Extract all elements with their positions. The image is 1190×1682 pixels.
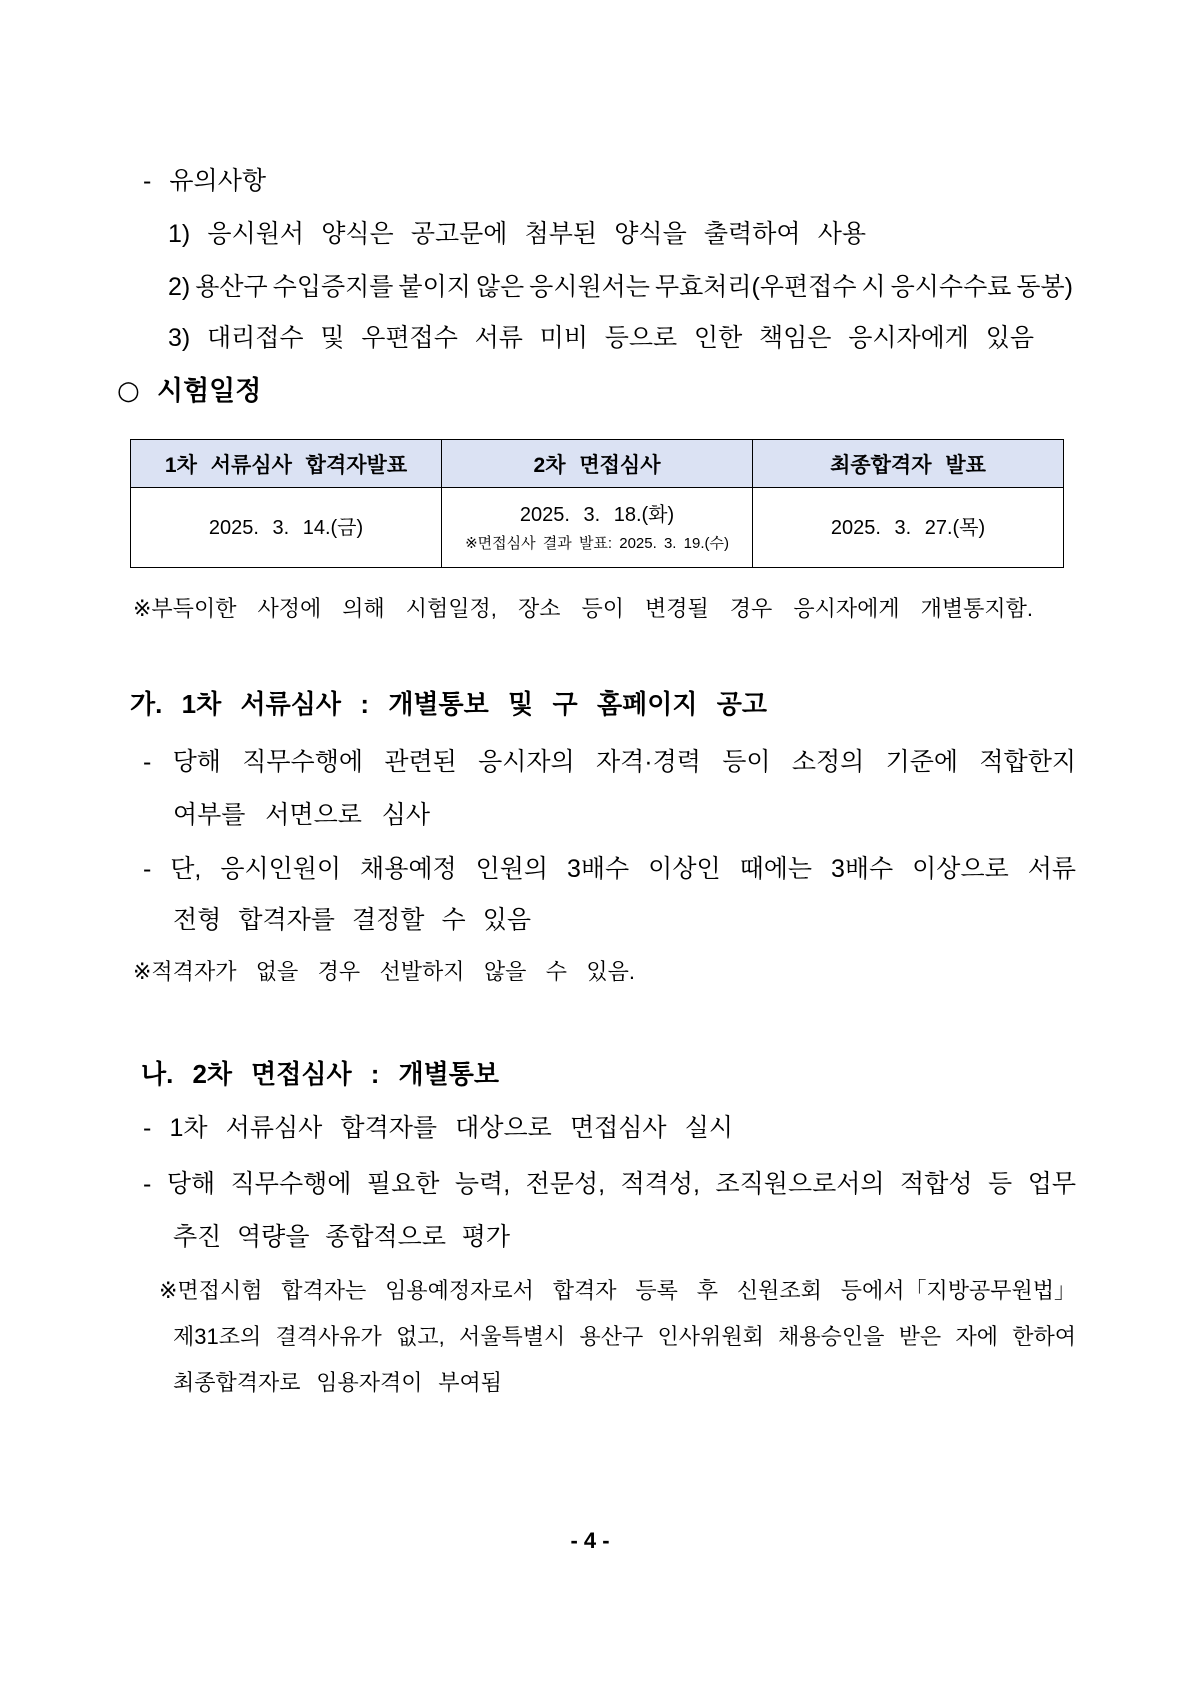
header-first-result: 1차 서류심사 합격자발표 <box>131 440 442 488</box>
interview-date: 2025. 3. 18.(화) <box>519 504 675 526</box>
section-a-title: 가. 1차 서류심사 : 개별통보 및 구 홈페이지 공고 <box>130 689 767 719</box>
cell-interview <box>442 488 753 568</box>
section-a-note: ※적격자가 없을 경우 선발하지 않을 수 있음. <box>133 959 635 984</box>
final-result-date: 2025. 3. 27.(목) <box>830 516 986 539</box>
section-b-note-line: ※면접시험 합격자는 임용예정자로서 합격자 등록 후 신원조회 등에서「지방공무원법」 <box>159 1278 1076 1303</box>
cautions-heading: - 유의사항 <box>143 167 266 195</box>
schedule-title: 시험일정 <box>157 376 262 406</box>
section-a-line: - 단, 응시인원이 채용예정 인원의 3배수 이상인 때에는 3배수 이상으로 서류 <box>143 855 1076 883</box>
page-number: - 4 - <box>570 1528 610 1553</box>
section-b-note-line: 최종합격자로 임용자격이 부여됨 <box>173 1370 502 1395</box>
first-result-date: 2025. 3. 14.(금) <box>208 516 364 539</box>
section-b-line: 추진 역량을 종합적으로 평가 <box>173 1223 510 1251</box>
section-circle-marker: ○ <box>117 376 140 406</box>
schedule-table-header-row <box>131 440 1064 488</box>
section-a-line: - 당해 직무수행에 관련된 응시자의 자격·경력 등이 소정의 기준에 적합한지 <box>143 748 1076 776</box>
schedule-table-row <box>131 488 1064 568</box>
caution-item: 1) 응시원서 양식은 공고문에 첨부된 양식을 출력하여 사용 <box>168 220 866 248</box>
section-b-line: - 당해 직무수행에 필요한 능력, 전문성, 적격성, 조직원으로서의 적합성 등 업무 <box>143 1170 1076 1198</box>
section-b-title: 나. 2차 면접심사 : 개별통보 <box>141 1059 499 1089</box>
schedule-change-note: ※부득이한 사정에 의해 시험일정, 장소 등이 변경될 경우 응시자에게 개별통지함. <box>133 596 1033 621</box>
schedule-table <box>130 439 1064 568</box>
section-a-line: 여부를 서면으로 심사 <box>173 801 430 829</box>
caution-item: 3) 대리접수 및 우편접수 서류 미비 등으로 인한 책임은 응시자에게 있음 <box>168 324 1034 352</box>
section-b-note-line: 제31조의 결격사유가 없고, 서울특별시 용산구 인사위원회 채용승인을 받은 자에 한하여 <box>173 1324 1076 1349</box>
cell-final-result <box>753 488 1064 568</box>
interview-result-note: ※면접심사 결과 발표: 2025. 3. 19.(수) <box>465 535 729 552</box>
section-b-line: - 1차 서류심사 합격자를 대상으로 면접심사 실시 <box>143 1114 733 1142</box>
header-final-result: 최종합격자 발표 <box>753 440 1064 488</box>
header-interview: 2차 면접심사 <box>442 440 753 488</box>
section-a-line: 전형 합격자를 결정할 수 있음 <box>173 906 531 934</box>
caution-item: 2) 용산구 수입증지를 붙이지 않은 응시원서는 무효처리(우편접수 시 응시수수료 동봉) <box>168 273 1073 301</box>
cell-first-result <box>131 488 442 568</box>
